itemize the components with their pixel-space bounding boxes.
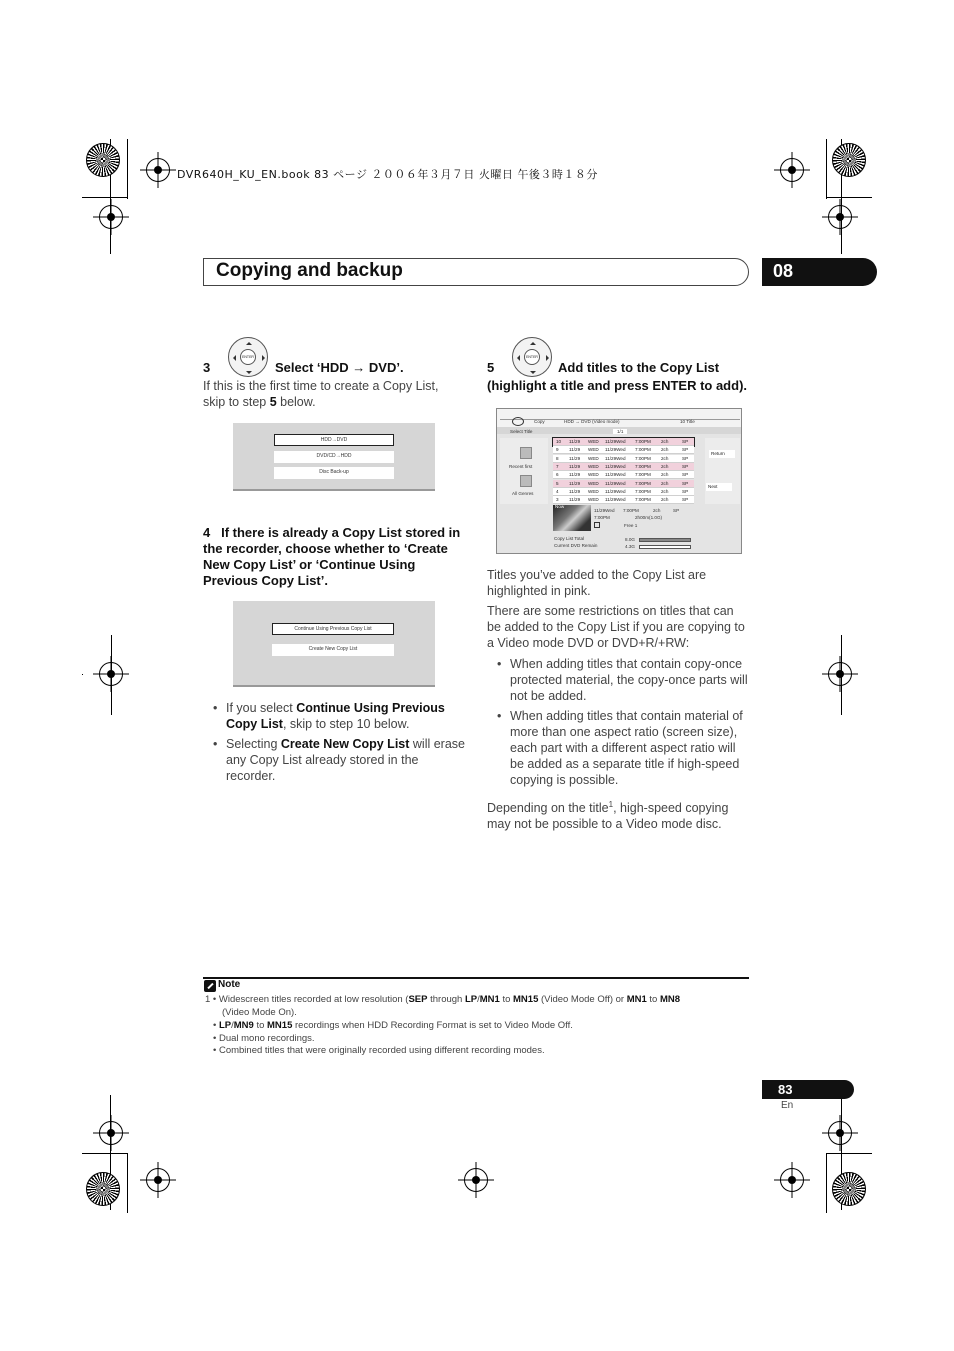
- page-indicator: 1/1: [613, 429, 627, 434]
- row-cell-date: 11/29: [569, 472, 581, 478]
- list-item: • When adding titles that contain material of more than one aspect ratio (screen size), each part with a different aspect ratio will be added as a separate title if high-speed copying is possible.: [497, 708, 749, 788]
- remain-label: Current DVD Remain: [554, 543, 598, 548]
- note-line-4: • Combined titles that were originally recorded using different recording modes.: [213, 1045, 545, 1056]
- restriction-intro: There are some restrictions on titles that can be added to the Copy List if you are copying to a Video mode DVD or DVD+R/+RW:: [487, 604, 745, 650]
- detail-now-label: Now: [555, 504, 565, 509]
- registration-star-icon: [86, 1172, 120, 1206]
- chapter-badge: 08: [762, 258, 877, 286]
- detail-channel: 2ch: [653, 508, 661, 513]
- section-title: Copying and backup: [216, 260, 403, 281]
- row-cell-mode: SP: [682, 447, 689, 453]
- row-cell-rec: 11/29Wed: [605, 439, 626, 444]
- crop-mark: [127, 139, 128, 199]
- list-item: • Selecting Create New Copy List will erase any Copy List already stored in the recorder.: [213, 736, 465, 784]
- row-cell-date: 11/29: [569, 463, 581, 469]
- note-line-1b: (Video Mode On).: [222, 1007, 297, 1018]
- all-genres-icon[interactable]: [520, 475, 532, 487]
- row-cell-time: 7:00PM: [635, 447, 651, 453]
- copy-screen-topbar: [497, 409, 741, 427]
- menu-item-create-new-list[interactable]: Create New Copy List: [272, 644, 394, 656]
- crop-mark: [82, 1153, 128, 1154]
- detail-rec-time: 7:00PM: [594, 515, 610, 520]
- enter-button-icon: [512, 337, 552, 377]
- detail-time: 7:00PM: [623, 508, 639, 513]
- row-cell-ch: 2ch: [661, 439, 669, 444]
- menu-item-continue-previous-list[interactable]: Continue Using Previous Copy List: [272, 623, 394, 635]
- row-cell-date: 11/29: [569, 455, 581, 461]
- copy-total-value: 8.0G: [625, 537, 635, 542]
- select-title-label: Select Title: [510, 429, 533, 434]
- crop-mark: [82, 197, 128, 198]
- enter-button-icon: [228, 337, 268, 377]
- row-cell-time: 7:00PM: [635, 480, 651, 486]
- action-panel: [705, 438, 740, 504]
- table-row[interactable]: [553, 496, 694, 504]
- disc-icon: [512, 417, 524, 426]
- row-cell-date: 11/29: [569, 439, 581, 444]
- page-number: 83: [762, 1080, 854, 1099]
- row-cell-mode: SP: [682, 497, 689, 503]
- row-cell-mode: SP: [682, 439, 689, 444]
- row-cell-date: 11/29: [569, 497, 581, 503]
- row-cell-mode: SP: [682, 463, 689, 469]
- row-cell-n: 9: [556, 447, 559, 453]
- registration-target-icon: [99, 1121, 123, 1145]
- remain-value: 4.3G: [625, 544, 635, 549]
- step-5-bullets: [497, 656, 749, 792]
- detail-mode: SP: [673, 508, 680, 513]
- row-cell-n: 5: [556, 480, 559, 486]
- row-cell-n: 6: [556, 472, 559, 478]
- table-row[interactable]: [553, 438, 694, 446]
- row-cell-day: WED: [588, 455, 599, 461]
- crop-mark: [127, 1153, 128, 1213]
- note-divider: [203, 977, 749, 979]
- menu-item-dvd-to-hdd[interactable]: DVD/CD→HDD: [274, 451, 394, 463]
- registration-target-icon: [146, 1168, 170, 1192]
- row-cell-day: WED: [588, 480, 599, 486]
- row-cell-time: 7:00PM: [635, 439, 651, 444]
- registration-target-icon: [780, 1168, 804, 1192]
- detail-duration: 2h00m(1.0G): [635, 515, 663, 520]
- crop-mark: [826, 1153, 872, 1154]
- row-cell-n: 10: [556, 439, 562, 444]
- recent-first-label[interactable]: Recent first: [509, 464, 533, 469]
- registration-target-icon: [828, 1121, 852, 1145]
- row-cell-rec: 11/29Wed: [605, 472, 626, 478]
- copy-path-label: HDD → DVD (Video mode): [564, 419, 620, 424]
- highlight-note: Titles you’ve added to the Copy List are highlighted in pink.: [487, 568, 707, 598]
- note-label: Note: [218, 979, 241, 990]
- row-cell-time: 7:00PM: [635, 497, 651, 503]
- list-item: • If you select Continue Using Previous Copy List, skip to step 10 below.: [213, 700, 465, 732]
- row-cell-time: 7:00PM: [635, 463, 651, 469]
- table-row[interactable]: [553, 446, 694, 454]
- step-5-number: 5: [487, 360, 495, 375]
- row-cell-rec: 11/29Wed: [605, 497, 626, 503]
- step-5-title-cont: (highlight a title and press ENTER to add).: [487, 378, 748, 393]
- step-3-title: Select ‘HDD → DVD’.: [275, 360, 404, 375]
- table-row[interactable]: [553, 488, 694, 496]
- table-row[interactable]: [553, 463, 694, 471]
- detail-date: 11/29Wed: [594, 508, 615, 513]
- registration-target-icon: [146, 158, 170, 182]
- row-cell-time: 7:00PM: [635, 472, 651, 478]
- row-cell-day: WED: [588, 488, 599, 494]
- enter-icon-label: ENTER: [240, 349, 256, 365]
- menu-item-hdd-to-dvd[interactable]: HDD→DVD: [274, 434, 394, 446]
- row-cell-ch: 2ch: [661, 497, 669, 503]
- detail-icon: [594, 522, 600, 528]
- registration-star-icon: [832, 1172, 866, 1206]
- list-item: • When adding titles that contain copy-once protected material, the copy-once parts will not be added.: [497, 656, 749, 704]
- step-3-body: If this is the first time to create a Copy List, skip to step 5 below.: [203, 379, 439, 409]
- menu-item-disc-backup[interactable]: Disc Back-up: [274, 467, 394, 479]
- step-4-bullets: [213, 700, 465, 788]
- note-line-1: 1 • Widescreen titles recorded at low resolution (SEP through LP/MN1 to MN15 (Video Mode Off) or MN1 to MN8: [205, 994, 681, 1005]
- closing-paragraph: Depending on the title$^1$, high-speed copying may not be possible to a Video mode disc.: [487, 800, 729, 832]
- row-cell-day: WED: [588, 463, 599, 469]
- return-button[interactable]: Return: [709, 450, 735, 458]
- row-cell-mode: SP: [682, 488, 689, 494]
- step-5-title: Add titles to the Copy List: [558, 360, 720, 375]
- registration-target-icon: [828, 205, 852, 229]
- step-3-number: 3: [203, 360, 211, 375]
- row-cell-mode: SP: [682, 455, 689, 461]
- table-row[interactable]: [553, 471, 694, 479]
- row-cell-n: 4: [556, 488, 559, 494]
- enter-icon-label: ENTER: [524, 349, 540, 365]
- row-cell-ch: 2ch: [661, 488, 669, 494]
- step-4-title: 4 If there is already a Copy List stored in the recorder, choose whether to ‘Create New Copy List’ or ‘Continue Using Previous Copy List’.: [203, 525, 461, 588]
- row-cell-time: 7:00PM: [635, 488, 651, 494]
- row-cell-rec: 11/29Wed: [605, 447, 626, 453]
- registration-target-icon: [99, 662, 123, 686]
- registration-target-icon: [99, 205, 123, 229]
- row-cell-time: 7:00PM: [635, 455, 651, 461]
- registration-star-icon: [86, 143, 120, 177]
- row-cell-day: WED: [588, 447, 599, 453]
- note-line-3: • Dual mono recordings.: [213, 1033, 315, 1044]
- crop-mark: [826, 139, 827, 199]
- row-cell-rec: 11/29Wed: [605, 455, 626, 461]
- remain-bar: [639, 545, 691, 549]
- registration-star-icon: [832, 143, 866, 177]
- row-cell-ch: 2ch: [661, 472, 669, 478]
- registration-target-icon: [828, 662, 852, 686]
- recent-first-icon[interactable]: [520, 447, 532, 459]
- page-language: En: [781, 1100, 794, 1111]
- menu-screen-copy-list: [233, 601, 435, 687]
- row-cell-n: 3: [556, 497, 559, 503]
- row-cell-n: 8: [556, 455, 559, 461]
- step-4-number: 4: [203, 525, 211, 540]
- row-cell-day: WED: [588, 439, 599, 444]
- title-count-label: 10 Title: [680, 419, 695, 424]
- crop-mark: [82, 674, 83, 675]
- row-cell-ch: 2ch: [661, 463, 669, 469]
- row-cell-ch: 2ch: [661, 455, 669, 461]
- row-cell-mode: SP: [682, 480, 689, 486]
- row-cell-date: 11/29: [569, 447, 581, 453]
- copy-total-bar: [639, 538, 691, 542]
- row-cell-ch: 2ch: [661, 447, 669, 453]
- row-cell-mode: SP: [682, 472, 689, 478]
- row-cell-day: WED: [588, 472, 599, 478]
- note-line-2: • LP/MN9 to MN15 recordings when HDD Recording Format is set to Video Mode Off.: [213, 1020, 573, 1031]
- row-cell-n: 7: [556, 463, 559, 469]
- row-cell-date: 11/29: [569, 488, 581, 494]
- row-cell-rec: 11/29Wed: [605, 488, 626, 494]
- row-cell-rec: 11/29Wed: [605, 480, 626, 486]
- table-row[interactable]: [553, 480, 694, 488]
- note-pencil-icon: [204, 980, 216, 992]
- row-cell-ch: 2ch: [661, 480, 669, 486]
- table-row[interactable]: [553, 455, 694, 463]
- registration-target-icon: [464, 1168, 488, 1192]
- registration-target-icon: [780, 158, 804, 182]
- row-cell-rec: 11/29Wed: [605, 463, 626, 469]
- row-cell-day: WED: [588, 497, 599, 503]
- detail-free: Free 1: [624, 523, 638, 528]
- menu-screen-copy-type: [233, 423, 435, 491]
- copy-total-label: Copy List Total: [554, 536, 585, 541]
- row-cell-date: 11/29: [569, 480, 581, 486]
- crop-mark: [826, 197, 872, 198]
- crop-mark: [826, 1153, 827, 1213]
- book-info-line: DVR640H_KU_EN.book 83 ページ ２００６年３月７日 火曜日 午後３時１８分: [177, 168, 598, 181]
- copy-mode-label: Copy: [534, 419, 545, 424]
- all-genres-label[interactable]: All Genres: [512, 491, 534, 496]
- next-button[interactable]: Next: [706, 483, 732, 491]
